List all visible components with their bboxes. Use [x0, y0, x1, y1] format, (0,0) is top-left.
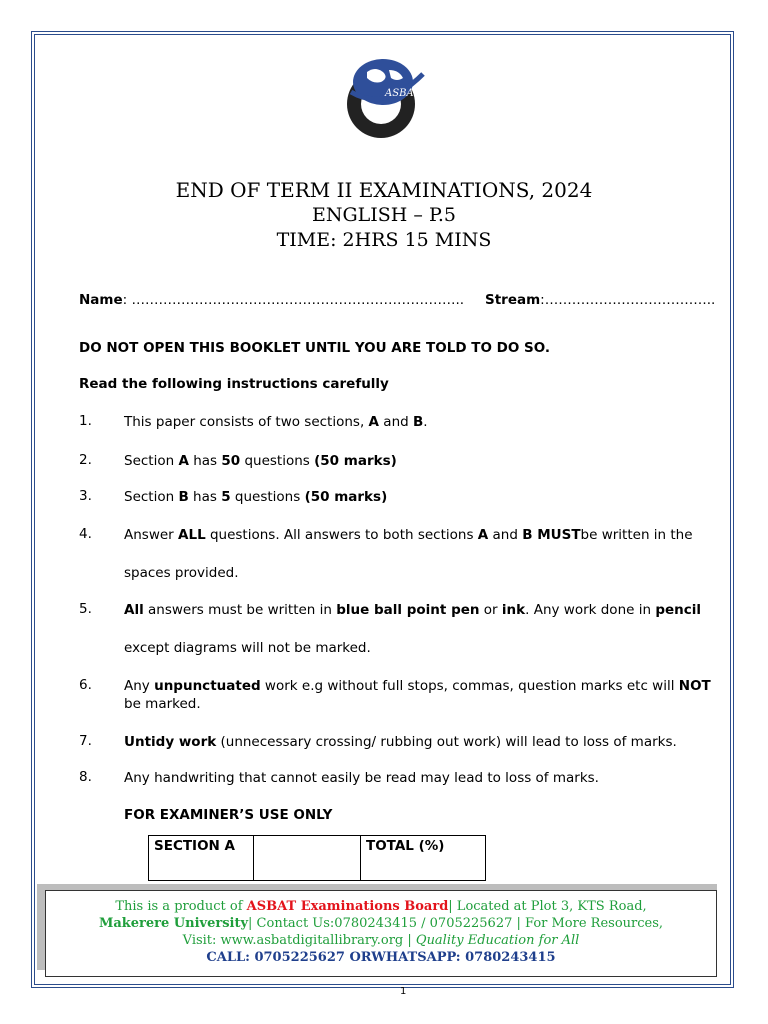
stream-label: Stream — [485, 292, 541, 308]
examiner-table — [148, 835, 486, 881]
logo-text: ASBAT — [385, 88, 420, 99]
exam-titles — [0, 178, 768, 253]
exam-title: END OF TERM II EXAMINATIONS, 2024 — [175, 178, 593, 202]
footer-call: CALL: 0705225627 ORWHATSAPP: 0780243415 — [206, 950, 556, 965]
exam-time: TIME: 2HRS 15 MINS — [276, 229, 492, 251]
footer-banner: This is a product of ASBAT Examinations Board| Located at Plot 3, KTS Road, Makerere University| Contact Us:0780243415 / 0705225627 | For More Resources, Visit: www.asbatdigitallibrary.org | Quality Education for All CALL: 0705225627 ORWHATSAPP: 0780243415 — [45, 890, 717, 977]
section-a-header: SECTION A — [149, 836, 254, 881]
globe-logo-icon — [345, 52, 425, 144]
page-number: 1 — [400, 986, 407, 997]
instructions-heading: Read the following instructions carefully — [79, 376, 389, 392]
section-a-score-cell[interactable] — [254, 836, 361, 881]
stream-field[interactable]: :……………………………….. — [540, 292, 716, 308]
name-label: Name — [79, 292, 123, 308]
name-stream-row — [79, 292, 719, 308]
exam-subject: ENGLISH – P.5 — [311, 204, 457, 226]
warning-text: DO NOT OPEN THIS BOOKLET UNTIL YOU ARE TOLD TO DO SO. — [79, 340, 551, 356]
examiner-heading: FOR EXAMINER’S USE ONLY — [124, 807, 333, 823]
total-header: TOTAL (%) — [361, 836, 486, 881]
name-field[interactable]: : ……………………………………………………………….. — [122, 292, 465, 308]
